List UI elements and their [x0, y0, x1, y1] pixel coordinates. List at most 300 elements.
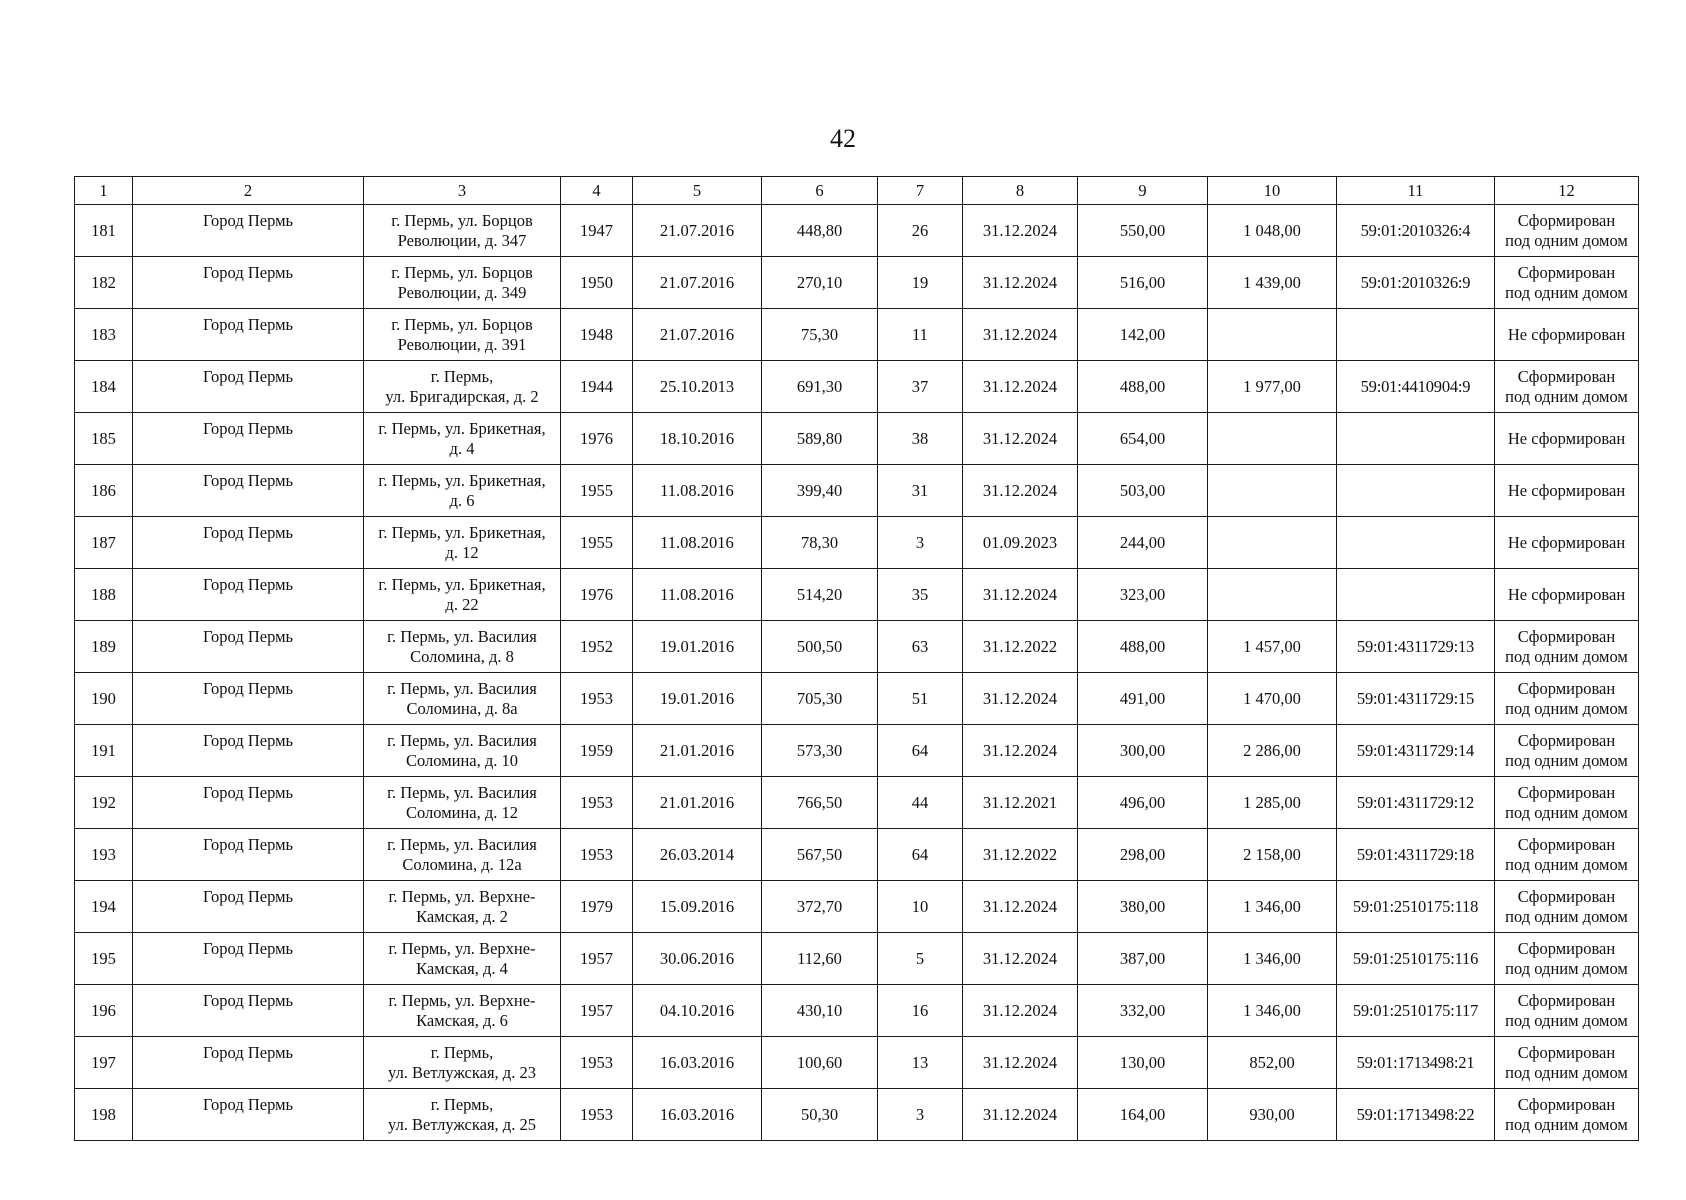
table-row: [75, 1089, 1639, 1141]
address-cell: [364, 725, 561, 777]
page-number: 42: [830, 124, 856, 153]
area2-cell: 142,00: [1078, 309, 1208, 361]
date-cell: 30.06.2016: [633, 933, 762, 985]
area2-cell: 516,00: [1078, 257, 1208, 309]
cadastral-number-cell: 59:01:4311729:18: [1337, 829, 1495, 881]
address-line-1: г. Пермь, ул. Борцов: [391, 314, 533, 334]
address-cell: [364, 933, 561, 985]
address-line-1: г. Пермь, ул. Василия: [387, 730, 537, 750]
land-status-cell: [1495, 985, 1639, 1037]
status-line-2: под одним домом: [1505, 958, 1628, 978]
area2-cell: 300,00: [1078, 725, 1208, 777]
land-status-cell: [1495, 413, 1639, 465]
residents-cell: 10: [878, 881, 963, 933]
column-number-row: [75, 177, 1639, 205]
land-status-cell: [1495, 361, 1639, 413]
area-cell: 270,10: [762, 257, 878, 309]
date-cell: 26.03.2014: [633, 829, 762, 881]
date-cell: 21.07.2016: [633, 257, 762, 309]
municipality-cell: Город Пермь: [133, 1089, 364, 1141]
area2-cell: 496,00: [1078, 777, 1208, 829]
area-cell: 766,50: [762, 777, 878, 829]
status-line-1: Сформирован: [1517, 626, 1616, 646]
build-year-cell: 1950: [561, 257, 633, 309]
status-line-2: под одним домом: [1505, 230, 1628, 250]
area-cell: 100,60: [762, 1037, 878, 1089]
address-line-1: г. Пермь, ул. Борцов: [391, 210, 533, 230]
build-year-cell: 1953: [561, 1037, 633, 1089]
address-line-2: Революции, д. 347: [397, 230, 527, 250]
status-line-2: под одним домом: [1505, 646, 1628, 666]
deadline-cell: 31.12.2024: [963, 881, 1078, 933]
land-area-cell: 1 457,00: [1208, 621, 1337, 673]
land-status-cell: [1495, 257, 1639, 309]
residents-cell: 37: [878, 361, 963, 413]
municipality-cell: Город Пермь: [133, 205, 364, 257]
status-line-1: Не сформирован: [1507, 324, 1626, 344]
date-cell: 11.08.2016: [633, 569, 762, 621]
table-row: [75, 725, 1639, 777]
date-cell: 04.10.2016: [633, 985, 762, 1037]
cadastral-number-cell: [1337, 309, 1495, 361]
build-year-cell: 1959: [561, 725, 633, 777]
row-number: 188: [75, 569, 133, 621]
cadastral-number-cell: 59:01:4311729:12: [1337, 777, 1495, 829]
deadline-cell: 31.12.2024: [963, 205, 1078, 257]
column-number-6: 6: [762, 177, 878, 205]
date-cell: 21.07.2016: [633, 205, 762, 257]
municipality-cell: Город Пермь: [133, 777, 364, 829]
build-year-cell: 1957: [561, 933, 633, 985]
address-line-1: г. Пермь, ул. Брикетная,: [378, 574, 546, 594]
row-number: 198: [75, 1089, 133, 1141]
municipality-cell: Город Пермь: [133, 517, 364, 569]
deadline-cell: 31.12.2024: [963, 1037, 1078, 1089]
land-area-cell: [1208, 309, 1337, 361]
municipality-cell: Город Пермь: [133, 881, 364, 933]
status-line-2: под одним домом: [1505, 698, 1628, 718]
address-cell: [364, 517, 561, 569]
area-cell: 75,30: [762, 309, 878, 361]
area-cell: 567,50: [762, 829, 878, 881]
date-cell: 21.01.2016: [633, 725, 762, 777]
land-status-cell: [1495, 1037, 1639, 1089]
land-area-cell: 1 346,00: [1208, 881, 1337, 933]
deadline-cell: 31.12.2022: [963, 829, 1078, 881]
municipality-cell: Город Пермь: [133, 413, 364, 465]
address-cell: [364, 1037, 561, 1089]
column-number-8: 8: [963, 177, 1078, 205]
deadline-cell: 31.12.2024: [963, 361, 1078, 413]
status-line-1: Сформирован: [1517, 782, 1616, 802]
residents-cell: 5: [878, 933, 963, 985]
address-line-1: г. Пермь,: [430, 366, 494, 386]
status-line-2: под одним домом: [1505, 906, 1628, 926]
status-line-1: Сформирован: [1517, 730, 1616, 750]
area-cell: 430,10: [762, 985, 878, 1037]
table-row: [75, 829, 1639, 881]
status-line-1: Сформирован: [1517, 990, 1616, 1010]
table-row: [75, 985, 1639, 1037]
date-cell: 11.08.2016: [633, 465, 762, 517]
row-number: 182: [75, 257, 133, 309]
address-line-1: г. Пермь, ул. Василия: [387, 626, 537, 646]
address-line-2: Соломина, д. 12а: [402, 854, 522, 874]
cadastral-number-cell: 59:01:2510175:116: [1337, 933, 1495, 985]
status-line-1: Не сформирован: [1507, 584, 1626, 604]
column-number-9: 9: [1078, 177, 1208, 205]
row-number: 186: [75, 465, 133, 517]
table-row: [75, 257, 1639, 309]
residents-cell: 3: [878, 517, 963, 569]
deadline-cell: 31.12.2022: [963, 621, 1078, 673]
municipality-cell: Город Пермь: [133, 309, 364, 361]
area2-cell: 387,00: [1078, 933, 1208, 985]
residents-cell: 44: [878, 777, 963, 829]
area-cell: 78,30: [762, 517, 878, 569]
column-number-7: 7: [878, 177, 963, 205]
deadline-cell: 31.12.2024: [963, 309, 1078, 361]
row-number: 191: [75, 725, 133, 777]
status-line-2: под одним домом: [1505, 1010, 1628, 1030]
column-number-4: 4: [561, 177, 633, 205]
build-year-cell: 1947: [561, 205, 633, 257]
column-number-12: 12: [1495, 177, 1639, 205]
cadastral-number-cell: 59:01:2010326:9: [1337, 257, 1495, 309]
build-year-cell: 1948: [561, 309, 633, 361]
build-year-cell: 1944: [561, 361, 633, 413]
address-cell: [364, 777, 561, 829]
land-area-cell: [1208, 465, 1337, 517]
table-row: [75, 621, 1639, 673]
cadastral-number-cell: [1337, 465, 1495, 517]
land-status-cell: [1495, 1089, 1639, 1141]
deadline-cell: 31.12.2024: [963, 985, 1078, 1037]
address-cell: [364, 309, 561, 361]
residents-cell: 38: [878, 413, 963, 465]
cadastral-number-cell: 59:01:1713498:22: [1337, 1089, 1495, 1141]
municipality-cell: Город Пермь: [133, 933, 364, 985]
address-line-1: г. Пермь, ул. Борцов: [391, 262, 533, 282]
address-cell: [364, 673, 561, 725]
column-number-1: 1: [75, 177, 133, 205]
status-line-1: Сформирован: [1517, 834, 1616, 854]
land-status-cell: [1495, 725, 1639, 777]
area2-cell: 550,00: [1078, 205, 1208, 257]
build-year-cell: 1953: [561, 777, 633, 829]
area2-cell: 654,00: [1078, 413, 1208, 465]
housing-registry-table: [74, 176, 1639, 1141]
area2-cell: 488,00: [1078, 361, 1208, 413]
land-status-cell: [1495, 465, 1639, 517]
area2-cell: 244,00: [1078, 517, 1208, 569]
address-line-2: Камская, д. 4: [416, 958, 508, 978]
table-row: [75, 933, 1639, 985]
land-area-cell: 1 977,00: [1208, 361, 1337, 413]
land-status-cell: [1495, 517, 1639, 569]
land-area-cell: 1 048,00: [1208, 205, 1337, 257]
table-row: [75, 673, 1639, 725]
land-status-cell: [1495, 777, 1639, 829]
status-line-2: под одним домом: [1505, 750, 1628, 770]
cadastral-number-cell: [1337, 517, 1495, 569]
status-line-1: Не сформирован: [1507, 480, 1626, 500]
address-cell: [364, 361, 561, 413]
area2-cell: 491,00: [1078, 673, 1208, 725]
area2-cell: 488,00: [1078, 621, 1208, 673]
area-cell: 691,30: [762, 361, 878, 413]
land-status-cell: [1495, 309, 1639, 361]
row-number: 189: [75, 621, 133, 673]
status-line-1: Сформирован: [1517, 262, 1616, 282]
address-line-1: г. Пермь, ул. Верхне-: [388, 990, 536, 1010]
address-line-1: г. Пермь, ул. Верхне-: [388, 886, 536, 906]
residents-cell: 64: [878, 725, 963, 777]
land-status-cell: [1495, 933, 1639, 985]
deadline-cell: 31.12.2024: [963, 725, 1078, 777]
land-area-cell: 1 285,00: [1208, 777, 1337, 829]
address-cell: [364, 257, 561, 309]
row-number: 192: [75, 777, 133, 829]
status-line-1: Сформирован: [1517, 678, 1616, 698]
build-year-cell: 1976: [561, 569, 633, 621]
residents-cell: 35: [878, 569, 963, 621]
area-cell: 589,80: [762, 413, 878, 465]
cadastral-number-cell: 59:01:2510175:117: [1337, 985, 1495, 1037]
municipality-cell: Город Пермь: [133, 829, 364, 881]
row-number: 193: [75, 829, 133, 881]
status-line-2: под одним домом: [1505, 1114, 1628, 1134]
status-line-2: под одним домом: [1505, 386, 1628, 406]
status-line-1: Сформирован: [1517, 210, 1616, 230]
municipality-cell: Город Пермь: [133, 257, 364, 309]
deadline-cell: 31.12.2024: [963, 413, 1078, 465]
land-area-cell: 852,00: [1208, 1037, 1337, 1089]
municipality-cell: Город Пермь: [133, 985, 364, 1037]
date-cell: 16.03.2016: [633, 1089, 762, 1141]
address-line-2: Революции, д. 391: [397, 334, 527, 354]
build-year-cell: 1957: [561, 985, 633, 1037]
land-area-cell: [1208, 569, 1337, 621]
deadline-cell: 31.12.2021: [963, 777, 1078, 829]
table-row: [75, 1037, 1639, 1089]
land-area-cell: 2 158,00: [1208, 829, 1337, 881]
land-status-cell: [1495, 621, 1639, 673]
date-cell: 21.07.2016: [633, 309, 762, 361]
column-number-11: 11: [1337, 177, 1495, 205]
address-line-2: д. 22: [445, 594, 479, 614]
deadline-cell: 31.12.2024: [963, 465, 1078, 517]
column-number-5: 5: [633, 177, 762, 205]
status-line-1: Не сформирован: [1507, 532, 1626, 552]
status-line-1: Не сформирован: [1507, 428, 1626, 448]
table-body: [75, 205, 1639, 1141]
address-line-2: д. 4: [449, 438, 475, 458]
table-row: [75, 361, 1639, 413]
municipality-cell: Город Пермь: [133, 1037, 364, 1089]
land-area-cell: 2 286,00: [1208, 725, 1337, 777]
land-area-cell: [1208, 517, 1337, 569]
address-line-2: Соломина, д. 8а: [406, 698, 518, 718]
municipality-cell: Город Пермь: [133, 621, 364, 673]
address-line-1: г. Пермь, ул. Брикетная,: [378, 418, 546, 438]
land-status-cell: [1495, 881, 1639, 933]
address-line-2: Камская, д. 6: [416, 1010, 508, 1030]
row-number: 195: [75, 933, 133, 985]
table-row: [75, 309, 1639, 361]
land-status-cell: [1495, 569, 1639, 621]
table-row: [75, 569, 1639, 621]
area-cell: 705,30: [762, 673, 878, 725]
date-cell: 11.08.2016: [633, 517, 762, 569]
table-row: [75, 517, 1639, 569]
table-row: [75, 465, 1639, 517]
cadastral-number-cell: 59:01:4311729:14: [1337, 725, 1495, 777]
land-area-cell: 1 346,00: [1208, 985, 1337, 1037]
area-cell: 448,80: [762, 205, 878, 257]
status-line-2: под одним домом: [1505, 802, 1628, 822]
area2-cell: 332,00: [1078, 985, 1208, 1037]
cadastral-number-cell: 59:01:4410904:9: [1337, 361, 1495, 413]
row-number: 194: [75, 881, 133, 933]
row-number: 184: [75, 361, 133, 413]
build-year-cell: 1976: [561, 413, 633, 465]
address-cell: [364, 1089, 561, 1141]
municipality-cell: Город Пермь: [133, 361, 364, 413]
address-line-2: ул. Ветлужская, д. 23: [388, 1062, 536, 1082]
address-line-2: ул. Бригадирская, д. 2: [385, 386, 539, 406]
area2-cell: 298,00: [1078, 829, 1208, 881]
row-number: 187: [75, 517, 133, 569]
residents-cell: 64: [878, 829, 963, 881]
status-line-2: под одним домом: [1505, 1062, 1628, 1082]
area-cell: 50,30: [762, 1089, 878, 1141]
table-row: [75, 205, 1639, 257]
address-line-2: Камская, д. 2: [416, 906, 508, 926]
area-cell: 514,20: [762, 569, 878, 621]
residents-cell: 3: [878, 1089, 963, 1141]
area-cell: 372,70: [762, 881, 878, 933]
date-cell: 19.01.2016: [633, 621, 762, 673]
address-cell: [364, 881, 561, 933]
address-line-1: г. Пермь, ул. Василия: [387, 834, 537, 854]
residents-cell: 13: [878, 1037, 963, 1089]
cadastral-number-cell: [1337, 413, 1495, 465]
land-status-cell: [1495, 829, 1639, 881]
area2-cell: 380,00: [1078, 881, 1208, 933]
cadastral-number-cell: [1337, 569, 1495, 621]
land-area-cell: 1 346,00: [1208, 933, 1337, 985]
row-number: 190: [75, 673, 133, 725]
address-cell: [364, 205, 561, 257]
address-line-1: г. Пермь, ул. Брикетная,: [378, 522, 546, 542]
status-line-1: Сформирован: [1517, 938, 1616, 958]
date-cell: 15.09.2016: [633, 881, 762, 933]
date-cell: 16.03.2016: [633, 1037, 762, 1089]
deadline-cell: 31.12.2024: [963, 569, 1078, 621]
address-cell: [364, 829, 561, 881]
municipality-cell: Город Пермь: [133, 725, 364, 777]
row-number: 197: [75, 1037, 133, 1089]
date-cell: 25.10.2013: [633, 361, 762, 413]
address-line-1: г. Пермь,: [430, 1042, 494, 1062]
area2-cell: 164,00: [1078, 1089, 1208, 1141]
status-line-2: под одним домом: [1505, 282, 1628, 302]
column-number-3: 3: [364, 177, 561, 205]
column-number-2: 2: [133, 177, 364, 205]
build-year-cell: 1955: [561, 517, 633, 569]
area-cell: 112,60: [762, 933, 878, 985]
municipality-cell: Город Пермь: [133, 569, 364, 621]
date-cell: 21.01.2016: [633, 777, 762, 829]
cadastral-number-cell: 59:01:4311729:15: [1337, 673, 1495, 725]
table-row: [75, 881, 1639, 933]
build-year-cell: 1979: [561, 881, 633, 933]
table-row: [75, 777, 1639, 829]
address-line-1: г. Пермь,: [430, 1094, 494, 1114]
status-line-1: Сформирован: [1517, 886, 1616, 906]
residents-cell: 19: [878, 257, 963, 309]
address-cell: [364, 413, 561, 465]
build-year-cell: 1953: [561, 673, 633, 725]
address-line-2: ул. Ветлужская, д. 25: [388, 1114, 536, 1134]
address-line-2: Соломина, д. 10: [405, 750, 519, 770]
address-line-2: д. 6: [449, 490, 475, 510]
address-cell: [364, 621, 561, 673]
row-number: 181: [75, 205, 133, 257]
residents-cell: 11: [878, 309, 963, 361]
municipality-cell: Город Пермь: [133, 673, 364, 725]
column-number-10: 10: [1208, 177, 1337, 205]
address-cell: [364, 569, 561, 621]
cadastral-number-cell: 59:01:4311729:13: [1337, 621, 1495, 673]
build-year-cell: 1953: [561, 829, 633, 881]
address-line-2: Соломина, д. 8: [410, 646, 514, 666]
build-year-cell: 1953: [561, 1089, 633, 1141]
address-line-1: г. Пермь, ул. Верхне-: [388, 938, 536, 958]
row-number: 183: [75, 309, 133, 361]
deadline-cell: 31.12.2024: [963, 933, 1078, 985]
residents-cell: 26: [878, 205, 963, 257]
status-line-1: Сформирован: [1517, 366, 1616, 386]
date-cell: 18.10.2016: [633, 413, 762, 465]
residents-cell: 16: [878, 985, 963, 1037]
area2-cell: 323,00: [1078, 569, 1208, 621]
status-line-1: Сформирован: [1517, 1094, 1616, 1114]
status-line-1: Сформирован: [1517, 1042, 1616, 1062]
table-row: [75, 413, 1639, 465]
build-year-cell: 1955: [561, 465, 633, 517]
deadline-cell: 31.12.2024: [963, 673, 1078, 725]
residents-cell: 63: [878, 621, 963, 673]
cadastral-number-cell: 59:01:2510175:118: [1337, 881, 1495, 933]
address-line-2: д. 12: [445, 542, 479, 562]
area-cell: 573,30: [762, 725, 878, 777]
address-line-2: Соломина, д. 12: [405, 802, 519, 822]
area-cell: 399,40: [762, 465, 878, 517]
deadline-cell: 31.12.2024: [963, 1089, 1078, 1141]
municipality-cell: Город Пермь: [133, 465, 364, 517]
status-line-2: под одним домом: [1505, 854, 1628, 874]
row-number: 196: [75, 985, 133, 1037]
date-cell: 19.01.2016: [633, 673, 762, 725]
area-cell: 500,50: [762, 621, 878, 673]
deadline-cell: 01.09.2023: [963, 517, 1078, 569]
cadastral-number-cell: 59:01:1713498:21: [1337, 1037, 1495, 1089]
land-status-cell: [1495, 205, 1639, 257]
address-line-1: г. Пермь, ул. Василия: [387, 678, 537, 698]
land-area-cell: [1208, 413, 1337, 465]
